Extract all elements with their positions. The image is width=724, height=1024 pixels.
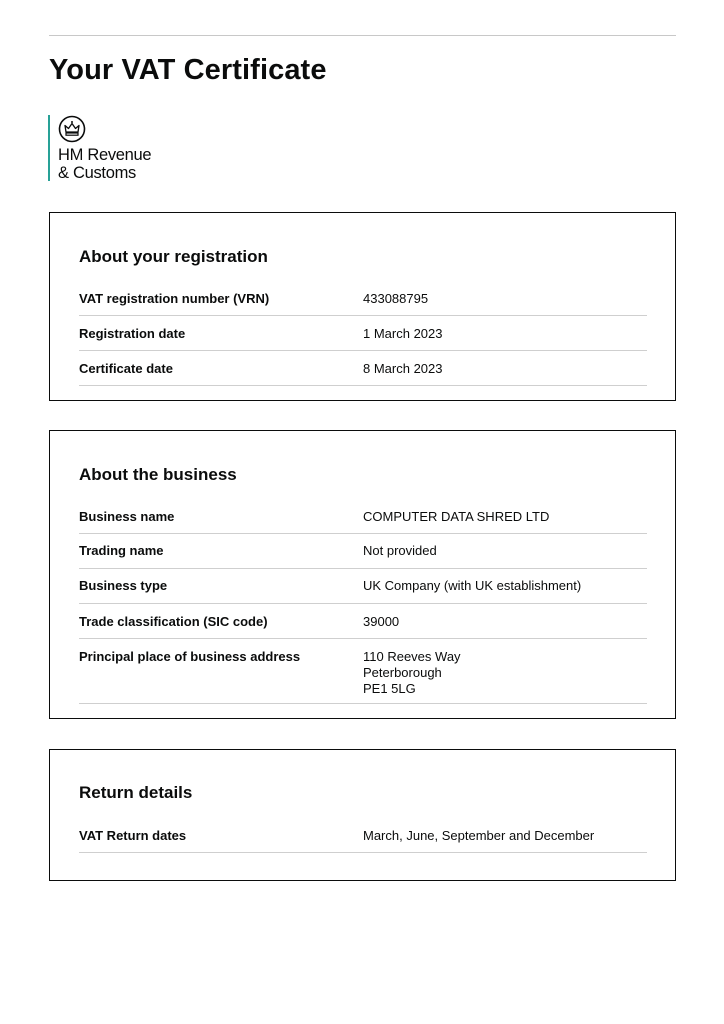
logo-wordmark: [58, 146, 151, 182]
page-title: Your VAT Certificate: [49, 54, 327, 86]
address-value: [363, 649, 461, 697]
summary-row-vrn: [79, 291, 647, 316]
row-value: UK Company (with UK establishment): [363, 578, 582, 593]
returns-card: [49, 749, 676, 881]
returns-heading: Return details: [79, 783, 193, 802]
logo-line-1: HM Revenue: [58, 146, 152, 164]
hmrc-logo: [48, 115, 152, 182]
address-line: 110 Reeves Way: [363, 649, 461, 664]
row-value: 39000: [363, 614, 400, 629]
crown-crest-icon: [58, 115, 86, 143]
row-value: 8 March 2023: [363, 361, 443, 376]
row-value: 433088795: [363, 291, 429, 306]
registration-heading: About your registration: [79, 247, 268, 266]
business-card: [49, 430, 676, 719]
row-key: VAT Return dates: [79, 828, 187, 843]
summary-row-business-type: [79, 578, 647, 604]
registration-card: [49, 212, 676, 401]
row-value: Not provided: [363, 543, 437, 558]
row-key: Principal place of business address: [79, 649, 301, 664]
row-key: Trading name: [79, 543, 164, 558]
summary-row-certificate-date: [79, 361, 647, 386]
row-key: Trade classification (SIC code): [79, 614, 268, 629]
logo-line-2: & Customs: [58, 164, 136, 182]
summary-row-return-dates: [79, 828, 647, 853]
summary-row-sic-code: [79, 614, 647, 639]
row-key: Business name: [79, 509, 175, 524]
row-key: Certificate date: [79, 361, 173, 376]
summary-row-business-name: [79, 509, 647, 534]
row-key: Business type: [79, 578, 168, 593]
row-key: Registration date: [79, 326, 186, 341]
row-value: March, June, September and December: [363, 828, 595, 843]
row-value: 1 March 2023: [363, 326, 443, 341]
address-line: PE1 5LG: [363, 681, 416, 696]
row-key: VAT registration number (VRN): [79, 291, 270, 306]
top-divider: [49, 35, 676, 36]
summary-row-trading-name: [79, 543, 647, 569]
row-value: COMPUTER DATA SHRED LTD: [363, 509, 550, 524]
address-line: Peterborough: [363, 665, 442, 680]
summary-row-address: [79, 649, 647, 704]
summary-row-registration-date: [79, 326, 647, 351]
business-heading: About the business: [79, 465, 237, 484]
